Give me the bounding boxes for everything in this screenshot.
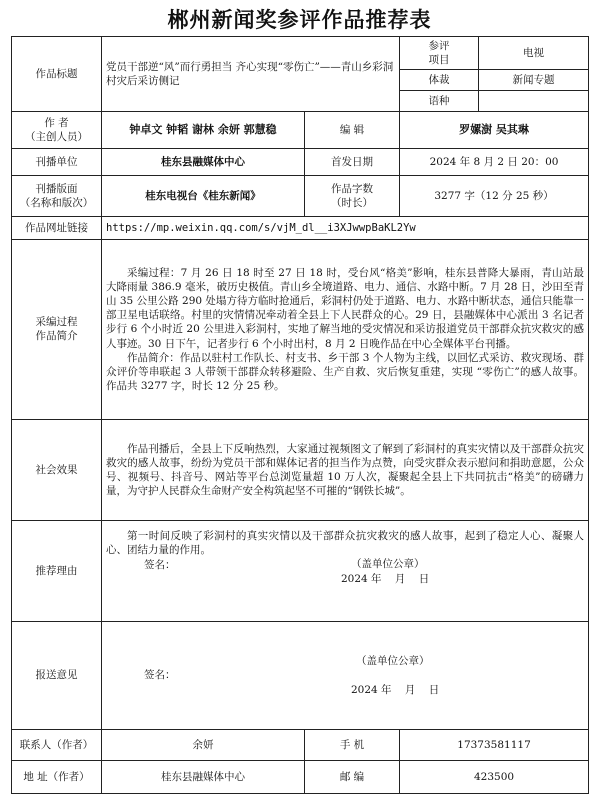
contact-label: 联系人（作者）	[12, 730, 102, 761]
form-title: 郴州新闻奖参评作品推荐表	[167, 7, 432, 32]
phone-label: 手 机	[305, 730, 400, 761]
reason-cell	[102, 521, 589, 622]
category-item-label: 参评 项目	[400, 37, 479, 70]
publisher-value: 桂东县融媒体中心	[102, 149, 305, 176]
review-sign: 签名：	[144, 669, 176, 682]
reason-label: 推荐理由	[12, 521, 102, 622]
review-label: 报送意见	[12, 621, 102, 729]
address-label: 地 址（作者）	[12, 760, 102, 793]
publisher-label: 刊播单位	[12, 149, 102, 176]
postcode-label: 邮 编	[305, 760, 400, 793]
postcode-value: 423500	[400, 760, 589, 793]
first-date-value: 2024 年 8 月 2 日 20：00	[400, 149, 589, 176]
process-text: 采编过程：7 月 26 日 18 时至 27 日 18 时，受台风“格美”影响，桂东县普降大暴雨，青山站最大降雨量 386.9 毫米，破历史极值。青山乡全境道路、电力、通信、水路中断。7 月 28 日，沙田至青山 35 公里公路 290 处塌方待方临时抢通后，彩洞村仍处于道路、电力、水路中断状态，通信只能靠一部卫星电话联络。村里的灾情情况牵动着全县上下人民群众的心。29 日，县融媒体中心派出 3 名记者步行 6 个小时近 20 公里进入彩洞村，实地了解当地的受灾情况和采访报道党员干部群众抗灾救灾的感人事迹。30 日下午，记者步行 6 个小时出村，8 月 2 日晚作品在中心全媒体平台刊播。	[106, 266, 585, 350]
category-table	[400, 37, 588, 111]
author-value: 钟卓文 钟韬 谢林 余妍 郭慧稳	[102, 112, 305, 149]
work-title-value: 党员干部逆“风”而行勇担当 齐心实现“零伤亡”——青山乡彩洞村灾后采访侧记	[102, 37, 400, 112]
category-language-value	[479, 91, 589, 112]
editor-label: 编 辑	[305, 112, 400, 149]
reason-sign: 签名：	[144, 558, 176, 571]
word-count-value: 3277 字（12 分 25 秒）	[400, 176, 589, 217]
review-stamp: （盖单位公章）	[356, 655, 430, 668]
recommendation-form	[11, 36, 589, 794]
process-cell	[102, 239, 589, 419]
category-language-label: 语种	[400, 91, 479, 112]
editor-value: 罗嫘澍 吴其琳	[400, 112, 589, 149]
reason-stamp: （盖单位公章）	[351, 558, 425, 571]
address-value: 桂东县融媒体中心	[102, 760, 305, 793]
category-genre-value: 新闻专题	[479, 70, 589, 91]
effect-cell	[102, 420, 589, 521]
process-label: 采编过程 作品简介	[12, 239, 102, 419]
category-item-value: 电视	[479, 37, 589, 70]
category-cell	[400, 37, 589, 112]
word-count-label: 作品字数 （时长）	[305, 176, 400, 217]
edition-value: 桂东电视台《桂东新闻》	[102, 176, 305, 217]
reason-text: 第一时间反映了彩洞村的真实灾情以及干部群众抗灾救灾的感人故事，起到了稳定人心、凝聚人心、团结力量的作用。	[106, 530, 585, 557]
url-value[interactable]: https://mp.weixin.qq.com/s/vjM_dl__i3XJwwpBaKL2Yw	[102, 217, 589, 240]
edition-label: 刊播版面 （名称和版次）	[12, 176, 102, 217]
work-title-label: 作品标题	[12, 37, 102, 112]
category-genre-label: 体裁	[400, 70, 479, 91]
first-date-label: 首发日期	[305, 149, 400, 176]
url-label: 作品网址链接	[12, 217, 102, 240]
phone-value: 17373581117	[400, 730, 589, 761]
summary-text: 作品简介：作品以驻村工作队长、村支书、乡干部 3 个人物为主线，以回忆式采访、救灾现场、群众评价等串联起 3 人带领干部群众转移避险、生产自救、灾后恢复重建，实现 “零伤亡”的感人故事。作品共 3277 字，时长 12 分 25 秒。	[106, 351, 585, 393]
review-date: 2024 年 月 日	[351, 683, 440, 696]
effect-text: 作品刊播后，全县上下反响热烈，大家通过视频图文了解到了彩洞村的真实灾情以及干部群众抗灾救灾的感人故事，纷纷为党员干部和媒体记者的担当作为点赞，向受灾群众表示慰问和捐助意愿，公众号、视频号、抖音号、网站等平台总浏览量超 10 万人次，凝聚起全县上下共同抗击“格美”的磅礴力量，为守护人民群众生命财产安全构筑起坚不可摧的“钢铁长城”。	[106, 442, 585, 498]
effect-label: 社会效果	[12, 420, 102, 521]
review-cell	[102, 621, 589, 729]
author-label: 作 者 （主创人员）	[12, 112, 102, 149]
contact-value: 余妍	[102, 730, 305, 761]
reason-date: 2024 年 月 日	[341, 572, 430, 585]
